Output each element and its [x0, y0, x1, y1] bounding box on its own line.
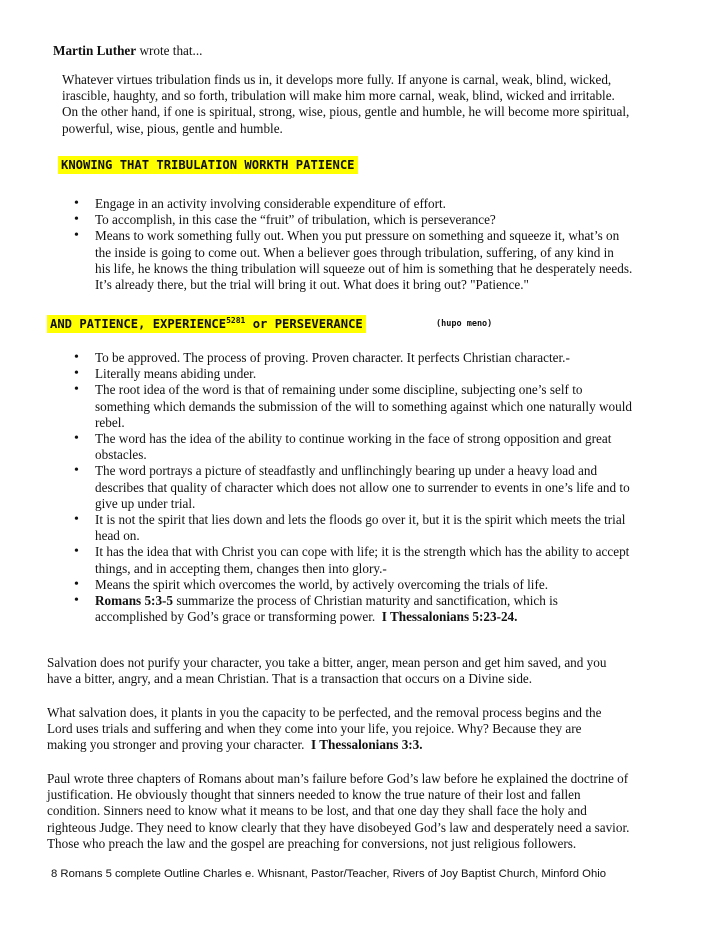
section-heading-patience — [58, 157, 358, 173]
list-item-line: It’s already there, but the trial will bring it out. What does it bring out? "Patience." — [95, 277, 529, 293]
list-item-line: • The word portrays a picture of steadfastly and unflinchingly bearing up under a heavy load and — [95, 463, 598, 479]
paragraph-salvation — [47, 655, 606, 687]
list-item-line: • The word has the idea of the ability to continue working in the face of strong opposition and great — [95, 431, 612, 447]
list-item-line: • To accomplish, in this case the “fruit” of tribulation, which is perseverance? — [95, 212, 496, 228]
list-item — [68, 366, 632, 382]
list-item-line: • It has the idea that with Christ you can cope with life; it is the strength which has the ability to accept — [95, 544, 630, 560]
section-heading-perseverance — [47, 316, 366, 332]
list-item-line: • Literally means abiding under. — [95, 366, 257, 382]
scripture-reference: I Thessalonians 5:23-24. — [381, 609, 518, 625]
luther-quote — [62, 72, 702, 137]
list-item-line: • The root idea of the word is that of remaining under some discipline, subjecting one’s self to — [95, 382, 583, 398]
heading-text: or PERSEVERANCE — [245, 317, 363, 331]
paragraph-line: What salvation does, it plants in you the capacity to be perfected, and the removal process begins and the — [47, 705, 602, 720]
paragraph-line: Lord uses trials and suffering and when they come into your life, you rejoice. Why? Because they are — [47, 721, 582, 737]
list-item-line: • It is not the spirit that lies down and lets the floods go over it, but it is the spirit which meets the trial — [95, 512, 626, 528]
strongs-number: 5281 — [226, 315, 246, 325]
list-item-romans — [68, 593, 632, 625]
list-item-line: something which demands the submission of the will to something against which one naturally would — [95, 398, 632, 414]
list-item-line: • Engage in an activity involving considerable expenditure of effort. — [95, 196, 446, 211]
scripture-reference: I Thessalonians 3:3. — [311, 737, 423, 753]
list-item-line: obstacles. — [95, 447, 147, 463]
heading-highlight — [47, 315, 366, 333]
paragraph-text: making you stronger and proving your character. — [47, 737, 312, 753]
list-item-line: • To be approved. The process of proving. Proven character. It perfects Christian character.- — [95, 350, 570, 365]
list-item-text: accomplished by God’s grace or transforming power. — [95, 609, 382, 625]
list-item-line: rebel. — [95, 414, 125, 430]
list-item — [68, 463, 632, 512]
paragraph-line — [47, 737, 601, 753]
list-item-line: give up under trial. — [95, 495, 196, 511]
list-item — [68, 350, 632, 366]
list-item-line: describes that quality of character which does not allow one to surrender to events in one’s life and to — [95, 479, 630, 495]
paragraph-romans-law — [47, 771, 629, 852]
intro-text: wrote that... — [136, 43, 203, 58]
heading-highlight: KNOWING THAT TRIBULATION WORKTH PATIENCE — [58, 156, 358, 174]
perseverance-list — [68, 350, 632, 625]
paragraph-line: justification. He obviously thought that sinners needed to know the true nature of their lost and fallen — [47, 787, 581, 803]
heading-text: AND PATIENCE, EXPERIENCE — [50, 317, 227, 331]
list-item-line: • Means to work something fully out. When you put pressure on something and squeeze it, what’s on — [95, 228, 620, 244]
paragraph-line: righteous Judge. They need to know clearly that they have disobeyed God’s law and desperately need a savior. — [47, 819, 630, 835]
paragraph-line: Salvation does not purify your character, you take a bitter, anger, mean person and get him saved, and you — [47, 655, 607, 670]
paragraph-line: Paul wrote three chapters of Romans about man’s failure before God’s law before he explained the doctrine of — [47, 771, 629, 786]
paragraph-line: have a bitter, angry, and a mean Christian. That is a transaction that occurs on a Divine side. — [47, 671, 533, 687]
paragraph-line: condition. Sinners need to know what it means to be lost, and that one day they shall face the holy and — [47, 803, 587, 819]
quote-line: Whatever virtues tribulation finds us in, it develops more fully. If anyone is carnal, weak, blind, wicked, — [62, 72, 612, 87]
intro-line — [53, 43, 202, 59]
list-item-line: the inside is going to come out. When a believer goes through tribulation, suffering, of any kind in — [95, 244, 614, 260]
list-item — [68, 431, 632, 463]
list-item — [68, 212, 632, 228]
list-item-line: • Means the spirit which overcomes the world, by actively overcoming the trials of life. — [95, 576, 549, 592]
list-item-line — [95, 609, 632, 625]
quote-line: On the other hand, if one is spiritual, strong, wise, pious, gentle and humble, he will become more spiritual, — [62, 104, 630, 120]
quote-line: powerful, wise, pious, gentle and humble. — [62, 120, 283, 136]
list-item — [68, 196, 632, 212]
list-item — [68, 512, 632, 544]
list-item — [68, 228, 632, 293]
list-item-line: his life, he knows the thing tribulation will squeeze out of him is something that he desperately needs. — [95, 260, 633, 276]
patience-list — [68, 196, 632, 293]
list-item-line: things, and in accepting them, changes then into glory.- — [95, 560, 387, 576]
list-item-line — [95, 593, 632, 609]
greek-word-note: (hupo meno) — [436, 319, 493, 329]
page-footer: 8 Romans 5 complete Outline Charles e. Whisnant, Pastor/Teacher, Rivers of Joy Baptist Church, Minford Ohio — [51, 868, 607, 880]
paragraph-line: Those who preach the law and the gospel are preaching for conversions, not just religious followers. — [47, 835, 577, 851]
list-item — [68, 544, 632, 576]
list-item — [68, 577, 632, 593]
author-name: Martin Luther — [53, 43, 137, 58]
list-item-line: head on. — [95, 528, 140, 544]
scripture-reference: Romans 5:3-5 — [95, 593, 174, 609]
list-item — [68, 382, 632, 431]
quote-line: irascible, haughty, and so forth, tribulation will make him more carnal, weak, blind, wicked and irritable. — [62, 88, 615, 104]
paragraph-capacity — [47, 705, 601, 754]
list-item-text: summarize the process of Christian maturity and sanctification, which is — [173, 593, 558, 609]
